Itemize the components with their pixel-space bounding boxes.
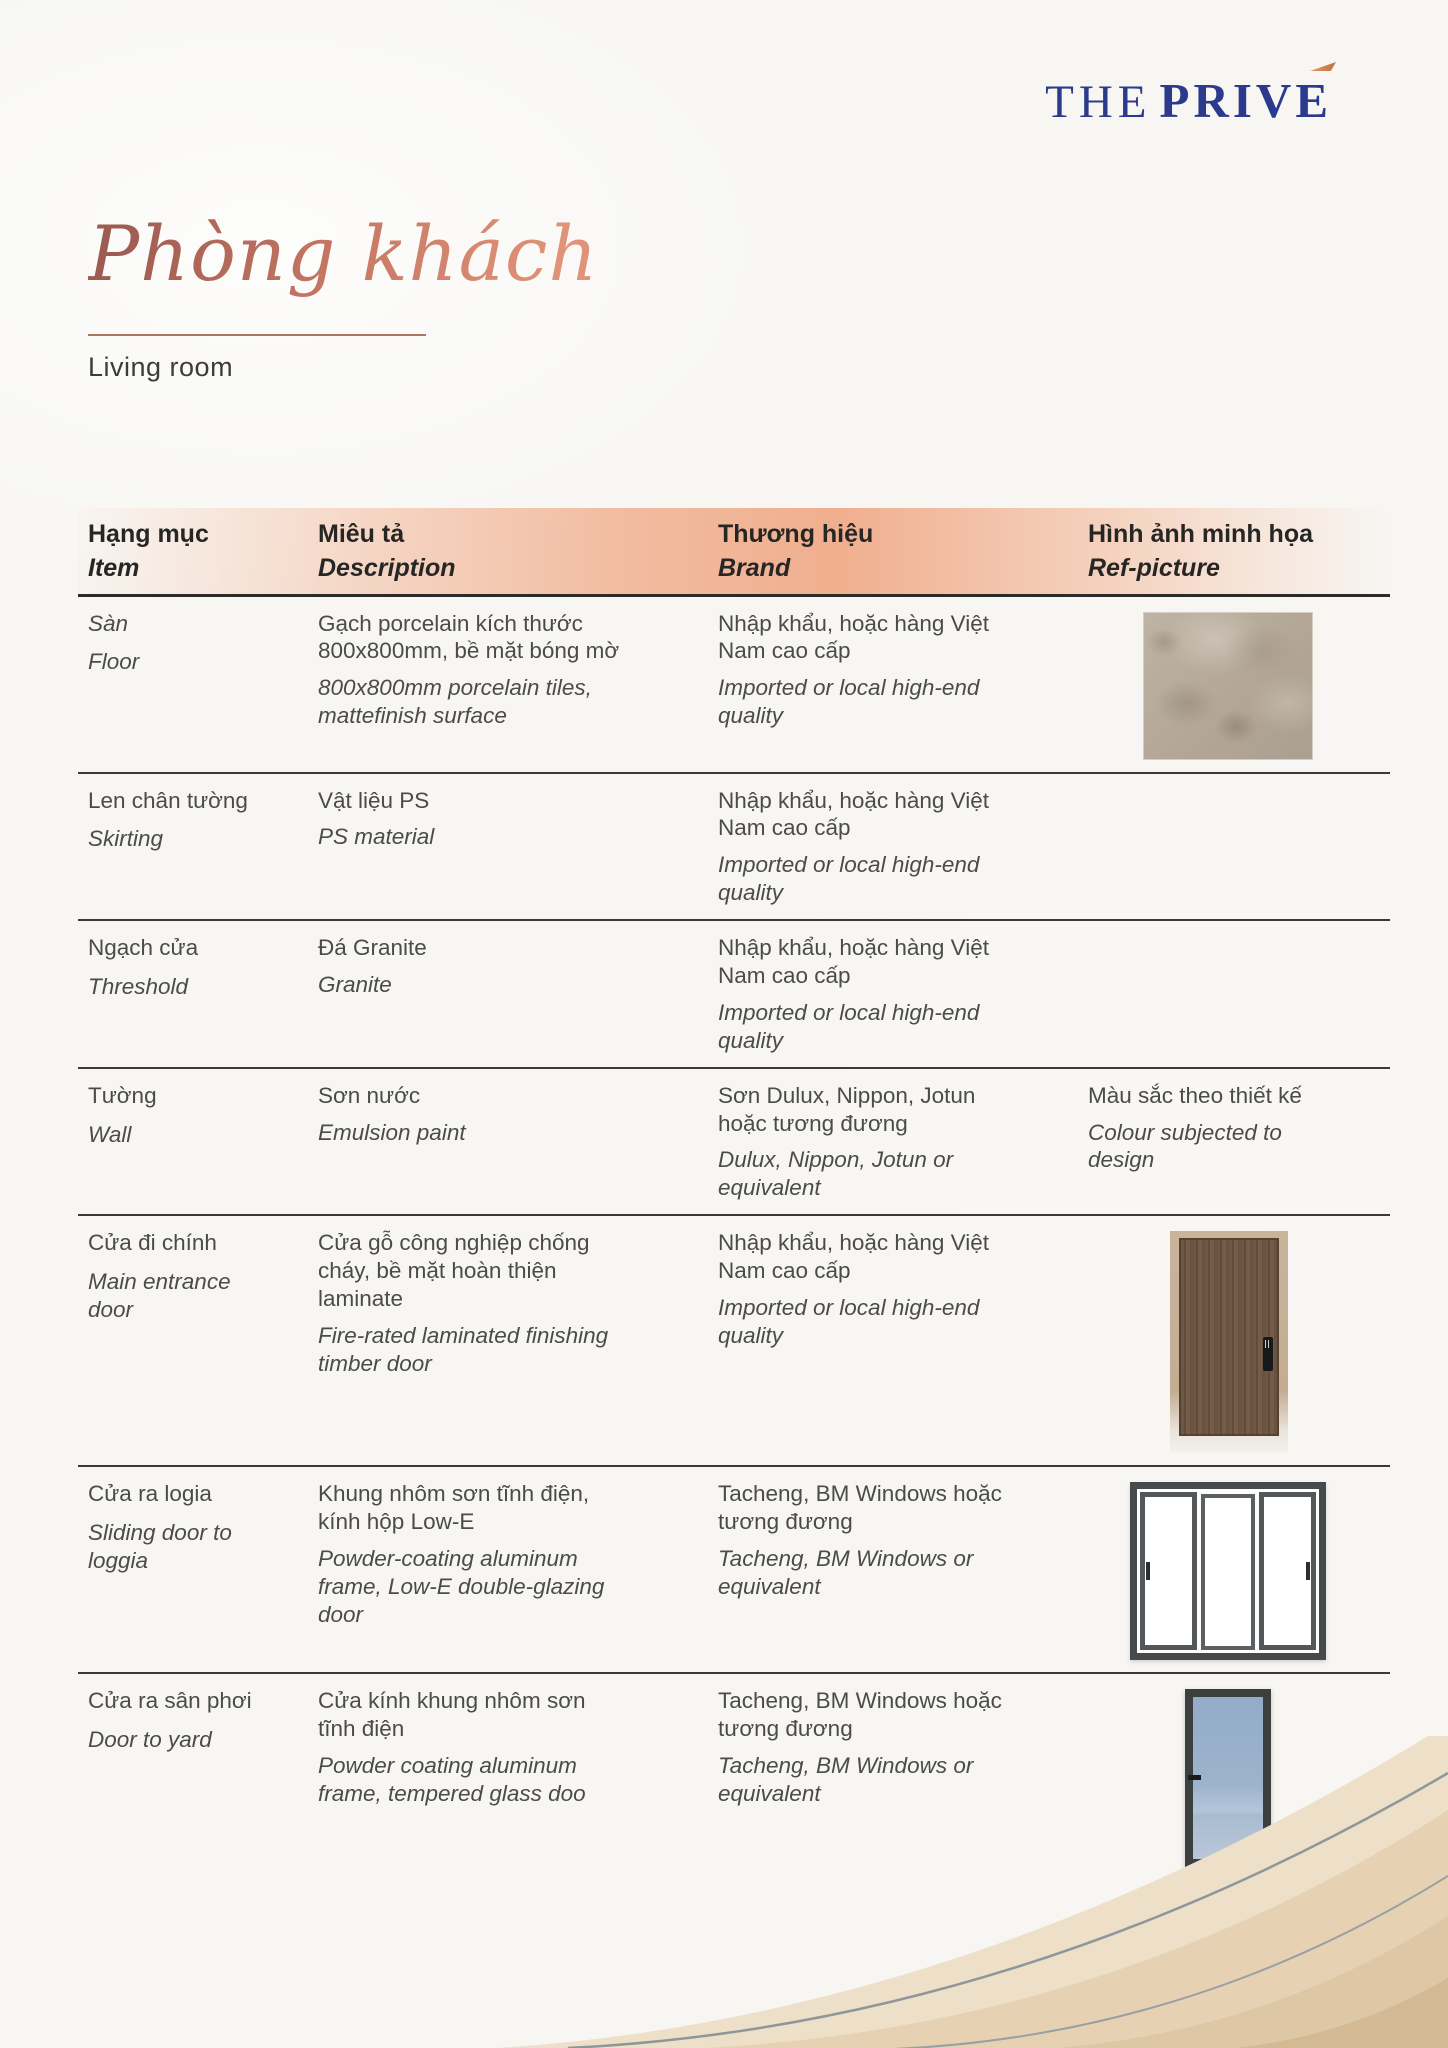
- page-subtitle: Living room: [88, 352, 234, 382]
- description-vi: Sơn nước: [318, 1082, 421, 1108]
- title-divider: [88, 334, 426, 336]
- brand-cell: [708, 787, 1078, 908]
- ref-cell: [1078, 1229, 1390, 1453]
- brand-cell: [708, 610, 1078, 760]
- table-row-sliding-door-loggia: [78, 1467, 1390, 1674]
- description-vi: Vật liệu PS: [318, 787, 430, 813]
- header-brand: [708, 519, 1078, 585]
- item-cell: [78, 1082, 308, 1203]
- corner-decoration: [498, 1718, 1448, 2048]
- item-en: Skirting: [88, 826, 164, 852]
- header-item-en: Item: [88, 554, 140, 583]
- brand-vi: Sơn Dulux, Nippon, Jotun hoặc tương đương: [718, 1082, 976, 1136]
- item-cell: [78, 1687, 308, 1867]
- brand-en: Imported or local high-end quality: [718, 1294, 980, 1348]
- door-smart-lock: [1263, 1337, 1273, 1371]
- table-row-floor: [78, 597, 1390, 774]
- page-title: Phòng khách: [88, 196, 598, 326]
- description-cell: [308, 787, 708, 908]
- brand-en: Dulux, Nippon, Jotun or equivalent: [718, 1147, 954, 1201]
- brand-vi: Nhập khẩu, hoặc hàng Việt Nam cao cấp: [718, 1230, 990, 1284]
- brand-cell: [708, 1480, 1078, 1660]
- brand-en: Tacheng, BM Windows or equivalent: [718, 1545, 974, 1599]
- item-vi: Cửa ra sân phơi: [88, 1688, 252, 1714]
- ref-note-en: Colour subjected to design: [1088, 1119, 1282, 1173]
- item-cell: [78, 934, 308, 1055]
- item-cell: [78, 787, 308, 908]
- title-block: [88, 196, 598, 383]
- sliding-door-middle-panel: [1201, 1494, 1256, 1650]
- description-vi: Đá Granite: [318, 935, 427, 961]
- header-item: [78, 519, 308, 585]
- description-vi: Khung nhôm sơn tĩnh điện, kính hộp Low-E: [318, 1481, 590, 1535]
- logo-priv-letters: PRIV: [1159, 73, 1296, 128]
- description-cell: [308, 1082, 708, 1203]
- table-header-row: [78, 508, 1390, 597]
- description-en: Powder coating aluminum frame, tempered glass doo: [318, 1752, 586, 1806]
- sliding-door-photo-image: [1130, 1482, 1326, 1660]
- table-row-wall: [78, 1069, 1390, 1217]
- description-en: 800x800mm porcelain tiles, mattefinish surface: [318, 675, 592, 729]
- table-row-main-entrance-door: [78, 1216, 1390, 1467]
- description-en: Granite: [318, 971, 392, 997]
- item-vi: Sàn: [88, 610, 129, 636]
- brand-en: Imported or local high-end quality: [718, 675, 980, 729]
- sliding-door-left-panel: [1140, 1492, 1197, 1650]
- description-en: Fire-rated laminated finishing timber door: [318, 1322, 609, 1376]
- description-vi: Gạch porcelain kích thước 800x800mm, bề mặt bóng mờ: [318, 610, 620, 664]
- header-ref-picture-vi: Hình ảnh minh họa: [1088, 520, 1313, 548]
- ref-cell: [1078, 610, 1390, 760]
- logo-e-glyph: E: [1295, 73, 1332, 128]
- brand-vi: Tacheng, BM Windows hoặc tương đương: [718, 1481, 1002, 1535]
- ref-cell: [1078, 1480, 1390, 1660]
- brand-cell: [708, 934, 1078, 1055]
- description-cell: [308, 1480, 708, 1660]
- brand-cell: [708, 1229, 1078, 1453]
- item-vi: Ngạch cửa: [88, 935, 199, 961]
- brand-en: Imported or local high-end quality: [718, 852, 980, 906]
- item-en: Floor: [88, 649, 140, 675]
- header-ref-picture-en: Ref-picture: [1088, 554, 1220, 583]
- description-en: PS material: [318, 824, 435, 850]
- item-vi: Cửa ra logia: [88, 1481, 212, 1507]
- description-en: Emulsion paint: [318, 1119, 466, 1145]
- header-brand-en: Brand: [718, 554, 791, 583]
- brand-cell: [708, 1082, 1078, 1203]
- item-en: Main entrance door: [88, 1269, 231, 1322]
- item-en: Door to yard: [88, 1727, 212, 1753]
- brand-vi: Tacheng, BM Windows hoặc tương đương: [718, 1688, 1002, 1742]
- ref-note-vi: Màu sắc theo thiết kế: [1088, 1082, 1302, 1108]
- sliding-door-right-panel: [1259, 1492, 1316, 1650]
- brand-en: Imported or local high-end quality: [718, 999, 980, 1053]
- item-vi: Cửa đi chính: [88, 1230, 217, 1256]
- description-cell: [308, 934, 708, 1055]
- description-cell: [308, 610, 708, 760]
- header-brand-vi: Thương hiệu: [718, 520, 874, 548]
- brand-vi: Nhập khẩu, hoặc hàng Việt Nam cao cấp: [718, 935, 990, 988]
- table-row-threshold: [78, 921, 1390, 1069]
- ref-cell: [1078, 934, 1390, 1055]
- item-cell: [78, 610, 308, 760]
- spec-table: [78, 508, 1390, 1879]
- description-vi: Cửa gỗ công nghiệp chống cháy, bề mặt hoàn thiện laminate: [318, 1230, 590, 1311]
- description-cell: [308, 1229, 708, 1453]
- brand-vi: Nhập khẩu, hoặc hàng Việt Nam cao cấp: [718, 787, 990, 841]
- item-en: Sliding door to loggia: [88, 1520, 232, 1573]
- accent-mark-icon: [1310, 62, 1336, 71]
- header-description-en: Description: [318, 554, 456, 583]
- header-ref-picture: [1078, 519, 1390, 585]
- ref-cell: [1078, 787, 1390, 908]
- brand-en: Tacheng, BM Windows or equivalent: [718, 1752, 974, 1806]
- floor-tile-sample-image: [1143, 612, 1313, 760]
- header-item-vi: Hạng mục: [88, 520, 209, 548]
- item-vi: Tường: [88, 1082, 157, 1108]
- item-en: Threshold: [88, 973, 189, 999]
- header-description: [308, 519, 708, 585]
- ref-cell: [1078, 1082, 1390, 1203]
- description-en: Powder-coating aluminum frame, Low-E double-glazing door: [318, 1545, 605, 1627]
- logo-e-letter: [1295, 72, 1332, 129]
- item-vi: Len chân tường: [88, 787, 248, 813]
- table-row-skirting: [78, 774, 1390, 922]
- header-description-vi: Miêu tả: [318, 520, 405, 548]
- item-cell: [78, 1480, 308, 1660]
- entrance-door-photo-image: [1170, 1231, 1288, 1453]
- brand-vi: Nhập khẩu, hoặc hàng Việt Nam cao cấp: [718, 610, 990, 664]
- logo-prive: [1160, 73, 1332, 128]
- brand-logo: [1045, 72, 1332, 129]
- logo-the: THE: [1045, 76, 1152, 128]
- description-vi: Cửa kính khung nhôm sơn tĩnh điện: [318, 1688, 586, 1742]
- item-en: Wall: [88, 1121, 132, 1147]
- item-cell: [78, 1229, 308, 1453]
